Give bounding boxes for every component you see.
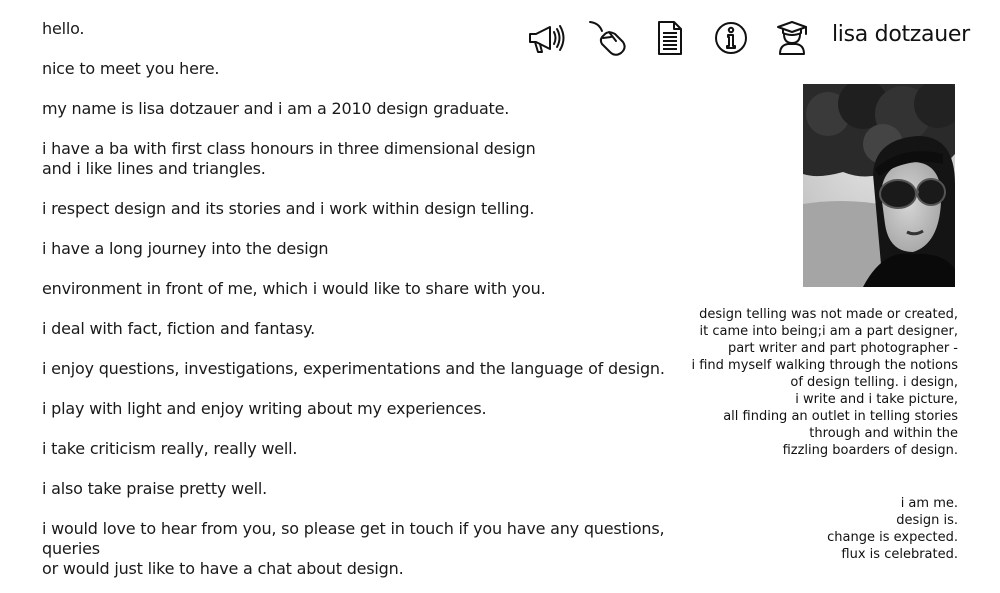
intro-paragraph: i enjoy questions, investigations, experimentations and the language of design. [42, 359, 665, 378]
blurb-line: all finding an outlet in telling stories [723, 409, 958, 424]
motto [827, 495, 958, 563]
intro-line: i would love to hear from you, so please get in touch if you have any questions, queries [42, 519, 665, 558]
megaphone-icon[interactable] [526, 18, 570, 58]
intro-line: or would just like to have a chat about design. [42, 559, 404, 578]
icon-nav [526, 18, 814, 58]
motto-line: change is expected. [827, 530, 958, 545]
intro-text [42, 19, 722, 593]
blurb-line: i find myself walking through the notions [691, 358, 958, 373]
blurb-line: part writer and part photographer - [727, 341, 958, 356]
intro-paragraph: i also take praise pretty well. [42, 479, 267, 498]
blurb-line: fizzling boarders of design. [782, 443, 958, 458]
intro-line: i have a ba with first class honours in three dimensional design [42, 139, 536, 158]
intro-line: and i like lines and triangles. [42, 159, 266, 178]
intro-paragraph: nice to meet you here. [42, 59, 220, 78]
blurb-line: i write and i take picture, [795, 392, 958, 407]
motto-line: design is. [896, 513, 958, 528]
intro-paragraph: i play with light and enjoy writing about my experiences. [42, 399, 487, 418]
profile-photo [803, 84, 955, 287]
blurb-line: through and within the [809, 426, 958, 441]
graduate-icon[interactable] [770, 18, 814, 58]
intro-paragraph: my name is lisa dotzauer and i am a 2010 design graduate. [42, 99, 510, 118]
intro-paragraph: i take criticism really, really well. [42, 439, 298, 458]
intro-paragraph: environment in front of me, which i would like to share with you. [42, 279, 546, 298]
intro-paragraph [42, 519, 722, 579]
blurb-line: design telling was not made or created, [699, 307, 958, 322]
motto-line: flux is celebrated. [841, 547, 958, 562]
motto-line: i am me. [900, 496, 958, 511]
blurb-line: of design telling. i design, [790, 375, 958, 390]
intro-paragraph [42, 139, 722, 179]
intro-paragraph: i deal with fact, fiction and fantasy. [42, 319, 316, 338]
intro-paragraph: hello. [42, 19, 85, 38]
info-icon[interactable] [709, 18, 753, 58]
intro-paragraph: i respect design and its stories and i work within design telling. [42, 199, 535, 218]
blurb-line: it came into being;i am a part designer, [699, 324, 958, 339]
document-icon[interactable] [648, 18, 692, 58]
site-name[interactable]: lisa dotzauer [832, 22, 970, 47]
intro-paragraph: i have a long journey into the design [42, 239, 329, 258]
design-telling-blurb [691, 306, 958, 459]
mouse-icon[interactable] [587, 18, 631, 58]
